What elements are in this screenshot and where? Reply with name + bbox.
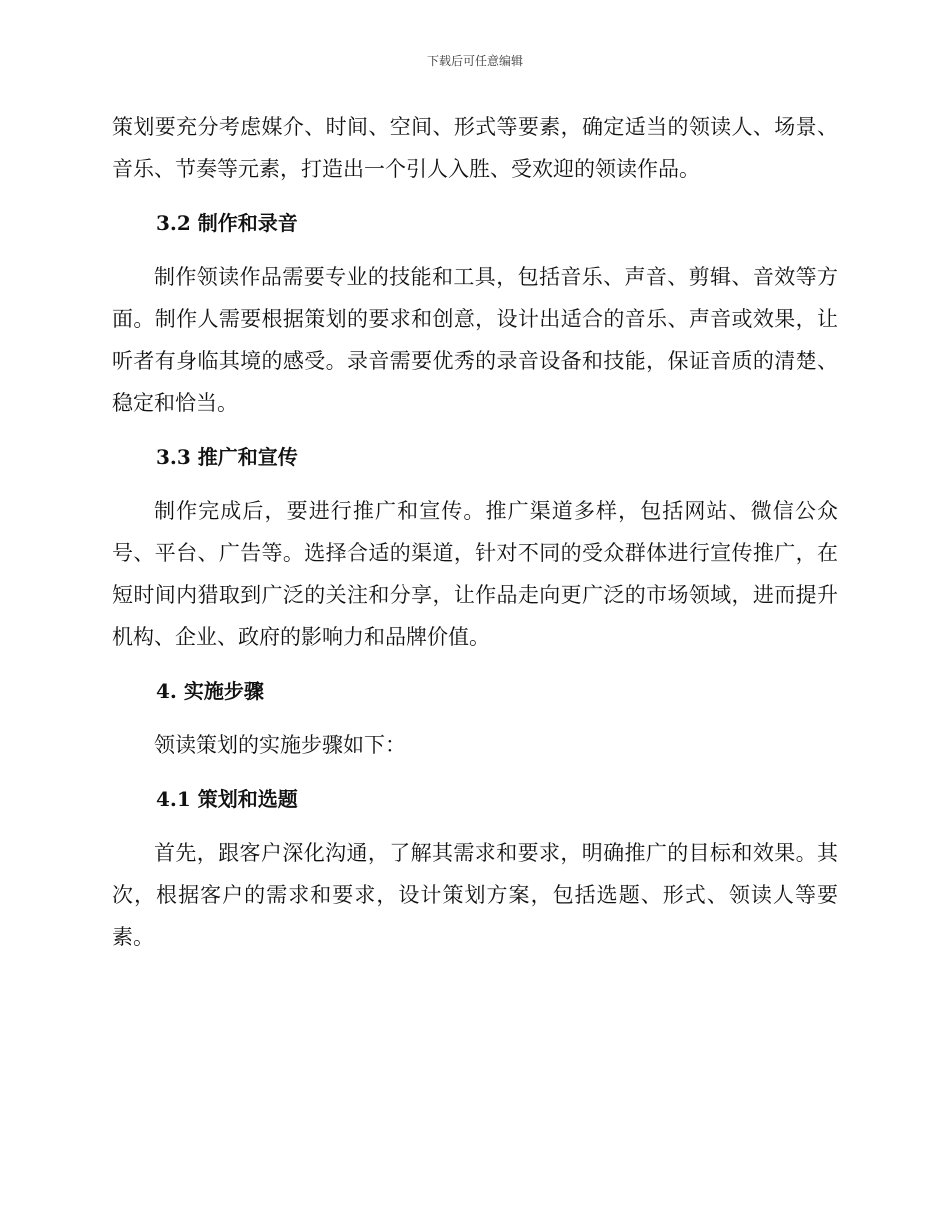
spacer [112,424,838,436]
paragraph-3-3: 制作完成后，要进行推广和宣传。推广渠道多样，包括网站、微信公众号、平台、广告等。选择合适的渠道，针对不同的受众群体进行宣传推广，在短时间内猎取到广泛的关注和分享，让作品走向更广泛的市场领域，进而提升机构、企业、政府的影响力和品牌价值。 [112,499,838,649]
section-heading-3-3: 3.3 推广和宣传 [156,445,298,469]
spacer [112,766,838,778]
section-heading-3-2: 3.2 制作和录音 [156,211,298,235]
section-heading-4: 4. 实施步骤 [156,679,264,703]
spacer [112,244,838,256]
spacer [112,820,838,832]
paragraph-4-1: 首先，跟客户深化沟通，了解其需求和要求，明确推广的目标和效果。其次，根据客户的需求和要求，设计策划方案，包括选题、形式、领读人等要素。 [112,841,838,949]
document-body [112,106,838,958]
spacer [112,658,838,670]
section-heading-4-1: 4.1 策划和选题 [156,787,298,811]
spacer [112,478,838,490]
paragraph-4: 领读策划的实施步骤如下： [154,733,406,757]
page-header: 下载后可任意编辑 [426,54,523,68]
spacer [112,190,838,202]
spacer [112,712,838,724]
paragraph-3-2: 制作领读作品需要专业的技能和工具，包括音乐、声音、剪辑、音效等方面。制作人需要根据策划的要求和创意，设计出适合的音乐、声音或效果，让听者有身临其境的感受。录音需要优秀的录音设备和技能，保证音质的清楚、稳定和恰当。 [112,265,838,415]
paragraph-intro: 策划要充分考虑媒介、时间、空间、形式等要素，确定适当的领读人、场景、音乐、节奏等元素，打造出一个引人入胜、受欢迎的领读作品。 [112,115,838,181]
